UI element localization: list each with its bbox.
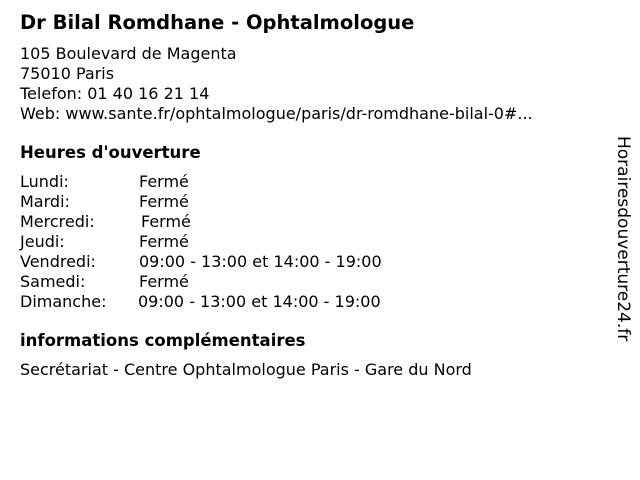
hours-row-sunday [20, 292, 600, 312]
day-hours: Fermé [141, 212, 191, 231]
day-label: Lundi: [20, 172, 69, 191]
day-hours: Fermé [139, 172, 189, 191]
address-city: 75010 Paris [20, 64, 115, 83]
hours-row-wednesday [20, 212, 600, 232]
additional-info-text: Secrétariat - Centre Ophtalmologue Paris - Gare du Nord [20, 360, 472, 379]
day-label: Dimanche: [20, 292, 107, 311]
day-label: Samedi: [20, 272, 86, 291]
hours-row-friday [20, 252, 600, 272]
site-watermark [611, 136, 635, 341]
day-hours: Fermé [139, 272, 189, 291]
opening-hours-list [20, 172, 600, 312]
day-label: Vendredi: [20, 252, 96, 271]
site-watermark-text: Horairesdouverture24.fr [613, 136, 633, 342]
additional-info-heading: informations complémentaires [20, 331, 306, 350]
day-hours: Fermé [139, 232, 189, 251]
practice-title: Dr Bilal Romdhane - Ophtalmologue [20, 11, 415, 34]
address-street: 105 Boulevard de Magenta [20, 44, 237, 63]
website-line[interactable]: Web: www.sante.fr/ophtalmologue/paris/dr-romdhane-bilal-0#... [20, 104, 533, 123]
hours-row-saturday [20, 272, 600, 292]
day-hours: 09:00 - 13:00 et 14:00 - 19:00 [138, 292, 381, 311]
practice-card [20, 10, 600, 380]
hours-row-tuesday [20, 192, 600, 212]
day-label: Mardi: [20, 192, 70, 211]
day-hours: Fermé [139, 192, 189, 211]
hours-row-thursday [20, 232, 600, 252]
day-label: Mercredi: [20, 212, 95, 231]
day-label: Jeudi: [20, 232, 65, 251]
hours-row-monday [20, 172, 600, 192]
phone-line[interactable]: Telefon: 01 40 16 21 14 [20, 84, 210, 103]
day-hours: 09:00 - 13:00 et 14:00 - 19:00 [139, 252, 382, 271]
opening-hours-heading: Heures d'ouverture [20, 143, 201, 162]
